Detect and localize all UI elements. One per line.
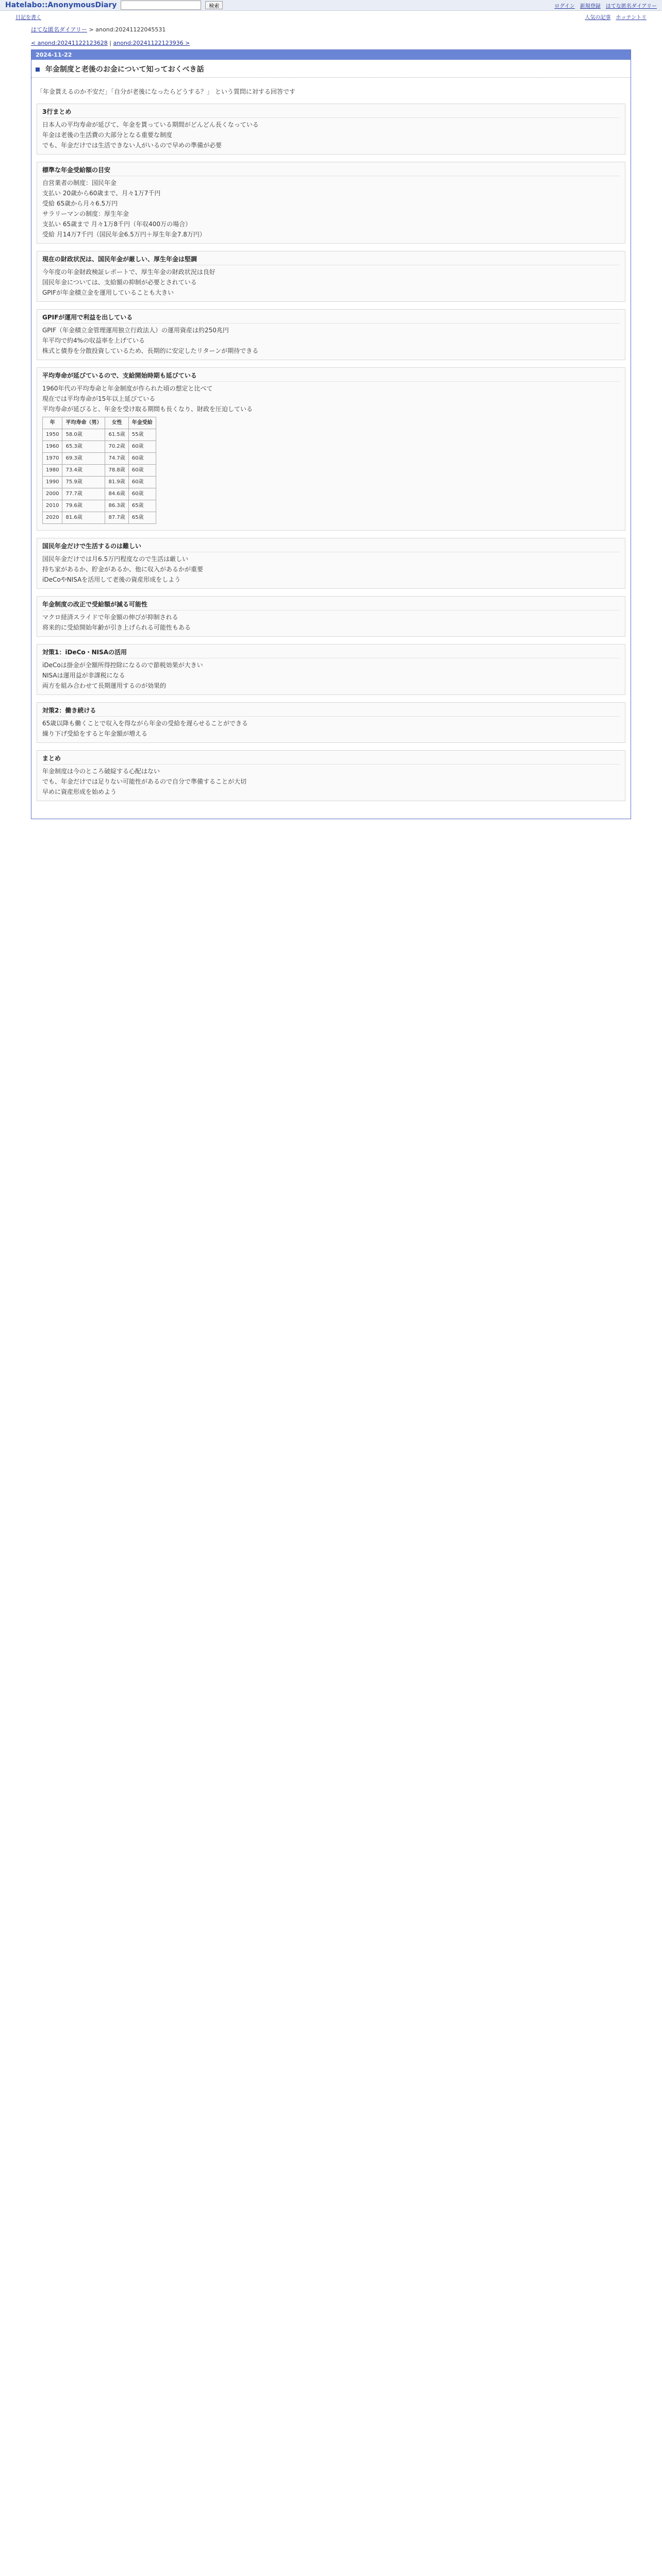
- section-line: 現在では平均寿命が15年以上延びている: [42, 395, 156, 402]
- table-cell: 65歳: [128, 500, 156, 512]
- top-links: [554, 2, 657, 9]
- table-header: 年金受給: [128, 417, 156, 429]
- entry-section: [37, 644, 625, 695]
- signup-link[interactable]: 新規登録: [580, 3, 601, 9]
- table-cell: 60歳: [128, 488, 156, 500]
- table-cell: 1950: [43, 429, 62, 441]
- table-cell: 69.3歳: [62, 453, 105, 465]
- table-cell: 79.6歳: [62, 500, 105, 512]
- table-cell: 2010: [43, 500, 62, 512]
- section-line: GPIF（年金積立金管理運用独立行政法人）の運用資産は約250兆円: [42, 327, 229, 334]
- table-cell: 77.7歳: [62, 488, 105, 500]
- section-heading: まとめ: [42, 754, 620, 765]
- table-cell: 78.8歳: [105, 465, 128, 477]
- section-line: GPIFが年金積立金を運用していることも大きい: [42, 289, 174, 296]
- table-cell: 74.7歳: [105, 453, 128, 465]
- entry-intro: 「年金貰えるのか不安だ」「自分が老後になったらどうする？」 という質問に対する回答です: [37, 88, 295, 95]
- table-cell: 1970: [43, 453, 62, 465]
- table-header: 平均寿命（男）: [62, 417, 105, 429]
- section-line: 年金は老後の生活費の大部分となる重要な制度: [42, 131, 173, 139]
- section-line: 65歳以降も働くことで収入を得ながら年金の受給を遅らせることができる: [42, 720, 248, 727]
- section-line: 繰り下げ受給をすると年金額が増える: [42, 730, 148, 737]
- site-logo[interactable]: Hatelabo::AnonymousDiary: [5, 1, 117, 9]
- section-heading: 年金制度の改正で受給額が減る可能性: [42, 600, 620, 611]
- table-cell: 2000: [43, 488, 62, 500]
- entry-content: [31, 78, 631, 819]
- top-bar: [0, 0, 662, 11]
- table-header: 女性: [105, 417, 128, 429]
- table-header: 年: [43, 417, 62, 429]
- section-line: iDeCoは掛金が全額所得控除になるので節税効果が大きい: [42, 662, 203, 669]
- table-cell: 2020: [43, 512, 62, 524]
- section-line: 将来的に受給開始年齢が引き上げられる可能性もある: [42, 624, 191, 631]
- entry-date: 2024-11-22: [31, 50, 631, 60]
- anond-home-link[interactable]: はてな匿名ダイアリー: [605, 3, 657, 9]
- sub-bar: [0, 11, 662, 22]
- section-heading: 対策1：iDeCo・NISAの活用: [42, 648, 620, 658]
- table-row: [43, 453, 156, 465]
- section-line: 国民年金については、支給額の抑制が必要とされている: [42, 279, 197, 286]
- section-line: 年金制度は今のところ破綻する心配はない: [42, 768, 160, 775]
- section-line: 1960年代の平均寿命と年金制度が作られた頃の想定と比べて: [42, 385, 213, 392]
- search-input[interactable]: [121, 1, 201, 10]
- breadcrumb-home[interactable]: はてな匿名ダイアリー: [31, 26, 88, 33]
- section-line: 持ち家があるか、貯金があるか、他に収入があるかが重要: [42, 566, 204, 573]
- section-heading: 現在の財政状況は、国民年金が厳しい、厚生年金は堅調: [42, 255, 620, 265]
- table-cell: 81.9歳: [105, 477, 128, 488]
- popular-link[interactable]: 人気の記事: [585, 14, 611, 21]
- login-link[interactable]: ログイン: [554, 3, 575, 9]
- table-cell: 70.2歳: [105, 441, 128, 453]
- entry-section: [37, 702, 625, 743]
- section-line: でも、年金だけでは生活できない人がいるので早めの準備が必要: [42, 142, 222, 149]
- table-cell: 60歳: [128, 453, 156, 465]
- entry-section: [37, 596, 625, 637]
- breadcrumb-sep: >: [89, 26, 96, 33]
- table-row: [43, 512, 156, 524]
- entry-section: [37, 367, 625, 531]
- table-cell: 60歳: [128, 465, 156, 477]
- section-line: 年平均で約4%の収益率を上げている: [42, 337, 145, 344]
- entry-title: [31, 60, 631, 78]
- table-cell: 75.9歳: [62, 477, 105, 488]
- entry-title-text: 年金制度と老後のお金について知っておくべき話: [45, 65, 204, 74]
- table-row: [43, 488, 156, 500]
- table-cell: 1960: [43, 441, 62, 453]
- section-heading: 対策2：働き続ける: [42, 706, 620, 717]
- section-line: NISAは運用益が非課税になる: [42, 672, 125, 679]
- table-cell: 60歳: [128, 477, 156, 488]
- section-line: 両方を組み合わせて長期運用するのが効果的: [42, 682, 167, 689]
- table-cell: 61.5歳: [105, 429, 128, 441]
- table-cell: 81.6歳: [62, 512, 105, 524]
- prev-entry-link[interactable]: < anond:20241122123628: [31, 40, 108, 46]
- section-line: サラリーマンの制度：厚生年金: [42, 210, 129, 217]
- section-line: 早めに資産形成を始めよう: [42, 788, 117, 795]
- table-cell: 55歳: [128, 429, 156, 441]
- section-heading: 3行まとめ: [42, 107, 620, 118]
- table-cell: 86.3歳: [105, 500, 128, 512]
- section-line: iDeCoやNISAを活用して老後の資産形成をしよう: [42, 576, 181, 583]
- entry-section: [37, 309, 625, 360]
- entry-section: [37, 162, 625, 244]
- section-line: でも、年金だけでは足りない可能性があるので自分で準備することが大切: [42, 778, 247, 785]
- breadcrumb-current: anond:20241122045531: [95, 26, 166, 33]
- table-cell: 73.4歳: [62, 465, 105, 477]
- section-line: 支払い 65歳まで 月々1万8千円（年収400万の場合）: [42, 221, 192, 228]
- section-line: マクロ経済スライドで年金額の伸びが抑制される: [42, 614, 178, 621]
- write-diary-link[interactable]: 日記を書く: [15, 14, 41, 21]
- section-line: 日本人の平均寿命が延びて、年金を貰っている期間がどんどん長くなっている: [42, 121, 259, 128]
- entry-section: [37, 538, 625, 589]
- table-row: [43, 477, 156, 488]
- life-expectancy-table: [42, 417, 156, 524]
- breadcrumb: [0, 22, 662, 37]
- section-heading: 平均寿命が延びているので、支給開始時期も延びている: [42, 371, 620, 382]
- table-cell: 65歳: [128, 512, 156, 524]
- table-row: [43, 465, 156, 477]
- section-line: 支払い 20歳から60歳まで、月々1万7千円: [42, 190, 161, 197]
- entry-section: [37, 750, 625, 801]
- table-row: [43, 441, 156, 453]
- next-entry-link[interactable]: anond:20241122123936 >: [113, 40, 190, 46]
- section-line: 平均寿命が延びると、年金を受け取る期間も長くなり、財政を圧迫している: [42, 405, 253, 413]
- search-button[interactable]: 検索: [205, 1, 223, 9]
- section-line: 受給 65歳から月々6.5万円: [42, 200, 118, 207]
- table-cell: 1990: [43, 477, 62, 488]
- entry-nav: < anond:20241122123628 | anond:20241122123936 >: [31, 40, 190, 46]
- table-cell: 87.7歳: [105, 512, 128, 524]
- section-line: 株式と債券を分散投資しているため、長期的に安定したリターンが期待できる: [42, 347, 259, 354]
- section-line: 自営業者の制度：国民年金: [42, 179, 117, 187]
- table-cell: 58.0歳: [62, 429, 105, 441]
- section-heading: 標準な年金受給額の目安: [42, 165, 620, 176]
- section-line: 国民年金だけでは月6.5万円程度なので生活は厳しい: [42, 555, 189, 563]
- section-line: 今年度の年金財政検証レポートで、厚生年金の財政状況は良好: [42, 268, 216, 276]
- table-cell: 84.6歳: [105, 488, 128, 500]
- table-cell: 60歳: [128, 441, 156, 453]
- table-cell: 1980: [43, 465, 62, 477]
- hotentry-link[interactable]: ホッテントリ: [616, 14, 647, 21]
- table-row: [43, 429, 156, 441]
- table-cell: 65.3歳: [62, 441, 105, 453]
- table-row: [43, 500, 156, 512]
- entry-section: [37, 251, 625, 302]
- entry-section: [37, 104, 625, 155]
- section-heading: GPIFが運用で利益を出している: [42, 313, 620, 324]
- title-bullet-icon: [36, 67, 40, 72]
- section-line: 受給 月14万7千円（国民年金6.5万円＋厚生年金7.8万円）: [42, 231, 206, 238]
- entry: [31, 49, 631, 819]
- section-heading: 国民年金だけで生活するのは難しい: [42, 541, 620, 552]
